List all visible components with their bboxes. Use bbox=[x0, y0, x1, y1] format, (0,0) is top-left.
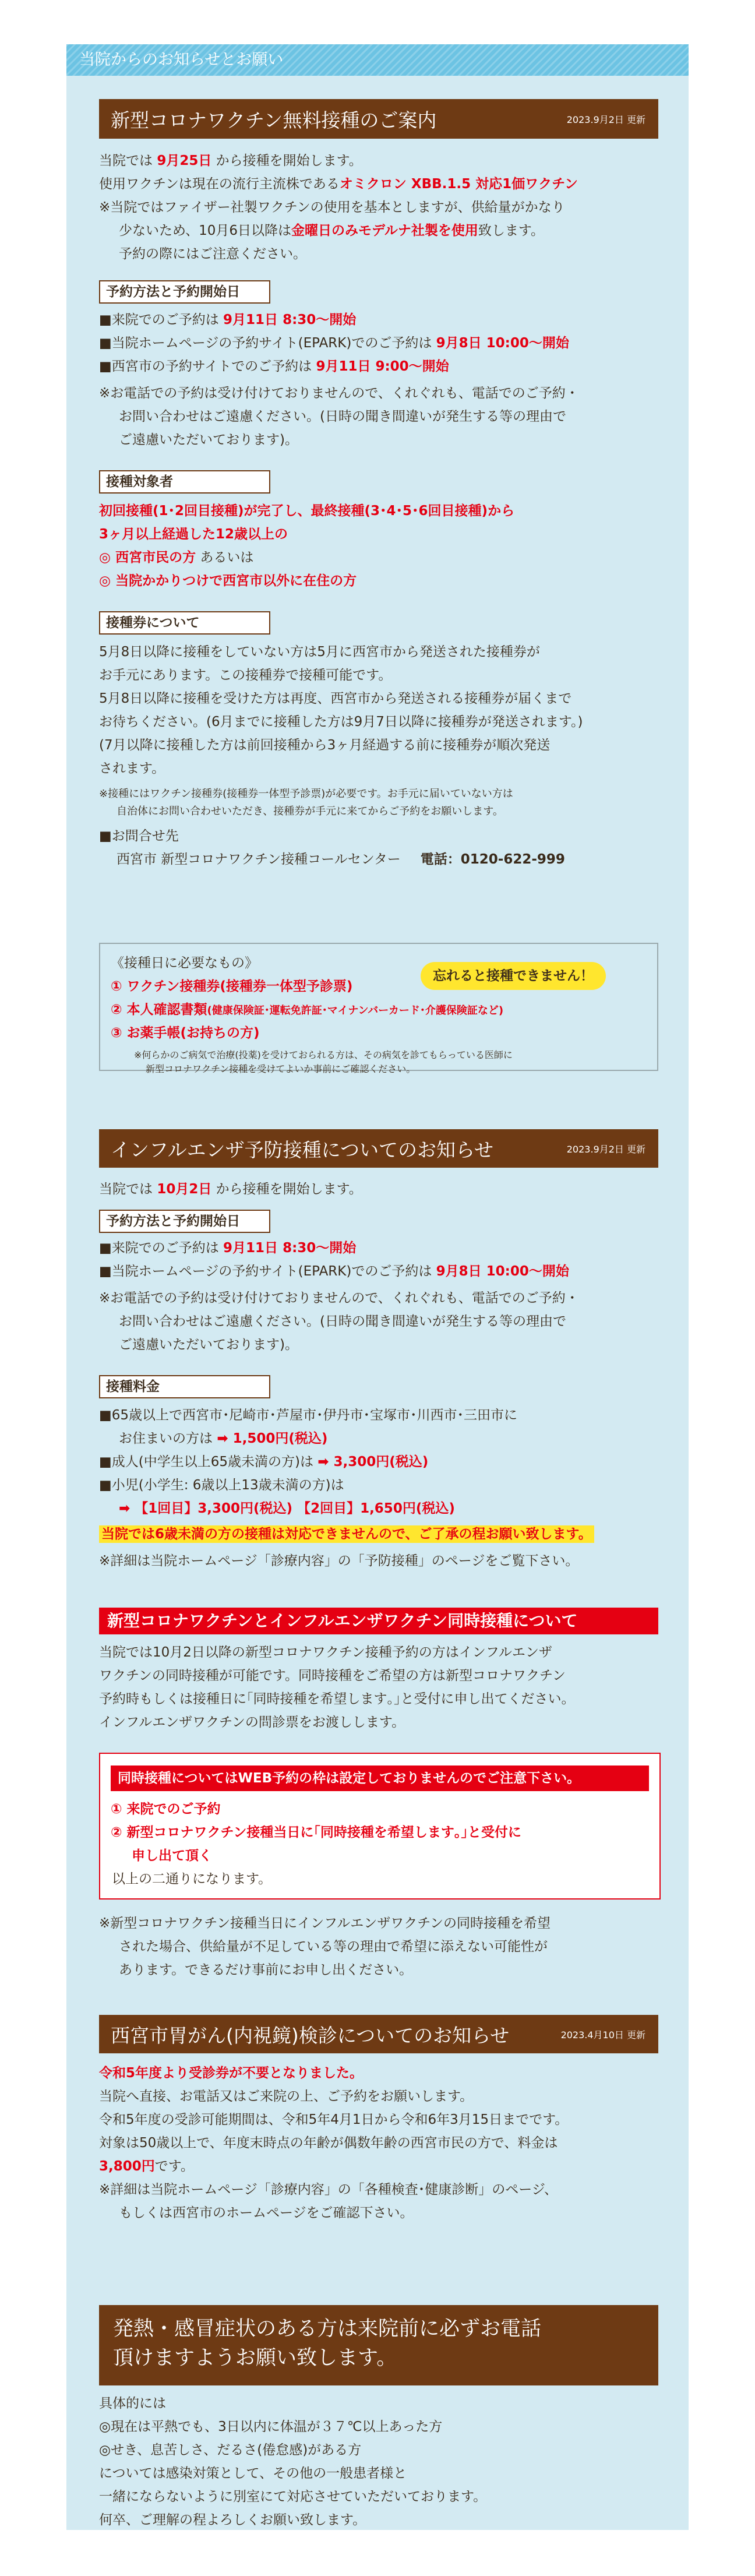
covid-method-3: ■西宮市の予約サイトでのご予約は 9月11日 9:00～開始 bbox=[99, 359, 449, 374]
flu-fee-4: ■小児(小学生: 6歳以上13歳未満の方)は bbox=[99, 1478, 344, 1493]
covid-target-3: ◎ 西宮市民の方 あるいは bbox=[99, 550, 254, 565]
gastro-line-6: ※詳細は当院ホームページ「診療内容」の「各種検査･健康診断」のページ、 bbox=[99, 2182, 558, 2197]
flu-fee-3: ■成人(中学生以上65歳未満の方)は ➡ 3,300円(税込) bbox=[99, 1454, 429, 1470]
required-item-2: ② 本人確認書類(健康保険証･運転免許証･マイナンバーカード･介護保険証など) bbox=[111, 1002, 504, 1017]
tag-flu-fee: 接種料金 bbox=[99, 1375, 270, 1398]
simul-box-title: 同時接種についてはWEB予約の枠は設定しておりませんのでご注意下さい。 bbox=[111, 1766, 649, 1791]
fever-title-2: 頂けますようお願い致します。 bbox=[113, 2346, 397, 2370]
gastro-title: 西宮市胃がん(内視鏡)検診についてのお知らせ bbox=[111, 2024, 510, 2047]
covid-ticket-6: されます。 bbox=[99, 761, 165, 776]
covid-phone-2: お問い合わせはご遠慮ください。(日時の聞き間違いが発生する等の理由で bbox=[119, 409, 566, 424]
simul-box-4: 以上の二通りになります。 bbox=[112, 1872, 272, 1887]
gastro-line-4: 対象は50歳以上で、年度末時点の年齢が偶数年齢の西宮市民の方で、料金は bbox=[99, 2135, 558, 2151]
flu-method-1: ■来院でのご予約は 9月11日 8:30～開始 bbox=[99, 1241, 357, 1256]
notice-panel bbox=[66, 44, 689, 2530]
fever-header bbox=[99, 2305, 658, 2385]
covid-ticket-2: お手元にあります。この接種券で接種可能です。 bbox=[99, 668, 392, 683]
tag-flu-method: 予約方法と予約開始日 bbox=[99, 1210, 270, 1233]
fever-line-5: 一緒にならないように別室にて対応させていただいております。 bbox=[99, 2489, 487, 2504]
covid-inquiry: 西宮市 新型コロナワクチン接種コールセンター 電話：0120-622-999 bbox=[117, 852, 565, 867]
covid-target-1: 初回接種(1･2回目接種)が完了し、最終接種(3･4･5･6回目接種)から bbox=[99, 503, 515, 519]
covid-date: 2023.9月2日 更新 bbox=[566, 114, 645, 125]
flu-fee-2: お住まいの方は ➡ 1,500円(税込) bbox=[119, 1431, 328, 1446]
flu-detail: ※詳細は当院ホームページ「診療内容」の「予防接種」のページをご覧下さい。 bbox=[99, 1553, 579, 1569]
required-items-note-1: ※何らかのご病気で治療(投薬)を受けておられる方は、その病気を診てもらっている医師に bbox=[134, 1049, 513, 1060]
fever-line-6: 何卒、ご理解の程よろしくお願い致します。 bbox=[99, 2512, 366, 2528]
required-items-title: 《接種日に必要なもの》 bbox=[111, 956, 258, 971]
required-item-1: ① ワクチン接種券(接種券一体型予診票) bbox=[111, 979, 353, 994]
simul-p4: インフルエンザワクチンの問診票をお渡しします。 bbox=[99, 1715, 405, 1730]
covid-ticket-4: お待ちください。(6月までに接種した方は9月7日以降に接種券が発送されます。) bbox=[99, 714, 583, 730]
covid-phone-1: ※お電話での予約は受け付けておりませんので、くれぐれも、電話でのご予約・ bbox=[99, 386, 579, 401]
covid-intro-1: 当院では 9月25日 から接種を開始します。 bbox=[99, 153, 362, 168]
covid-note-3: 予約の際にはご注意ください。 bbox=[119, 246, 306, 262]
covid-note-1: ※当院ではファイザー社製ワクチンの使用を基本としますが、供給量がかなり bbox=[99, 200, 565, 215]
flu-phone-1: ※お電話での予約は受け付けておりませんので、くれぐれも、電話でのご予約・ bbox=[99, 1291, 579, 1306]
flu-intro: 当院では 10月2日 から接種を開始します。 bbox=[99, 1182, 362, 1197]
fever-line-4: については感染対策として、その他の一般患者様と bbox=[99, 2466, 407, 2481]
gastro-line-1: 令和5年度より受診券が不要となりました。 bbox=[99, 2066, 364, 2081]
flu-phone-3: ご遠慮いただいております)。 bbox=[119, 1337, 298, 1352]
simul-p2: ワクチンの同時接種が可能です。同時接種をご希望の方は新型コロナワクチン bbox=[99, 1668, 566, 1683]
simul-note-1: ※新型コロナワクチン接種当日にインフルエンザワクチンの同時接種を希望 bbox=[99, 1916, 551, 1931]
gastro-line-7: もしくは西宮市のホームページをご確認下さい。 bbox=[119, 2205, 414, 2221]
fever-line-3: ◎せき、息苦しさ、だるさ(倦怠感)がある方 bbox=[99, 2443, 362, 2458]
covid-header bbox=[99, 99, 658, 139]
simul-note-3: あります。できるだけ事前にお申し出ください。 bbox=[119, 1962, 413, 1978]
simul-box-2: ② 新型コロナワクチン接種当日に｢同時接種を希望します｡｣と受付に bbox=[111, 1825, 521, 1840]
simul-note-2: された場合、供給量が不足している等の理由で希望に添えない可能性が bbox=[119, 1939, 548, 1954]
tag-covid-target: 接種対象者 bbox=[99, 470, 270, 494]
gastro-line-5: 3,800円です。 bbox=[99, 2159, 194, 2174]
gastro-line-2: 当院へ直接、お電話又はご来院の上、ご予約をお願いします。 bbox=[99, 2089, 474, 2104]
covid-title: 新型コロナワクチン無料接種のご案内 bbox=[111, 108, 437, 132]
fever-line-2: ◎現在は平熱でも、3日以内に体温が３７℃以上あった方 bbox=[99, 2419, 443, 2434]
flu-fee-1: ■65歳以上で西宮市･尼崎市･芦屋市･伊丹市･宝塚市･川西市･三田市に bbox=[99, 1408, 517, 1423]
covid-ticket-3: 5月8日以降に接種を受けた方は再度、西宮市から発送される接種券が届くまで bbox=[99, 691, 572, 706]
tag-covid-method: 予約方法と予約開始日 bbox=[99, 280, 270, 304]
required-items-badge: 忘れると接種できません！ bbox=[421, 962, 606, 990]
covid-note-2: 少ないため、10月6日以降は金曜日のみモデルナ社製を使用致します。 bbox=[119, 223, 545, 238]
flu-under6-notice: 当院では6歳未満の方の接種は対応できませんので、ご了承の程お願い致します。 bbox=[99, 1525, 594, 1543]
simul-p1: 当院では10月2日以降の新型コロナワクチン接種予約の方はインフルエンザ bbox=[99, 1645, 552, 1660]
simul-header: 新型コロナワクチンとインフルエンザワクチン同時接種について bbox=[99, 1608, 658, 1634]
gastro-date: 2023.4月10日 更新 bbox=[560, 2029, 645, 2041]
simul-box-1: ① 来院でのご予約 bbox=[111, 1802, 221, 1817]
covid-ticket-8: 自治体にお問い合わせいただき、接種券が手元に来てからご予約をお願いします。 bbox=[117, 805, 503, 817]
gastro-header bbox=[99, 2015, 658, 2053]
covid-intro-2: 使用ワクチンは現在の流行主流株であるオミクロン XBB.1.5 対応1価ワクチン bbox=[99, 177, 578, 192]
covid-ticket-5: (7月以降に接種した方は前回接種から3ヶ月経過する前に接種券が順次発送 bbox=[99, 738, 551, 753]
required-items-note-2: 新型コロナワクチン接種を受けてよいか事前にご確認ください。 bbox=[146, 1063, 416, 1074]
covid-target-2: 3ヶ月以上経過した12歳以上の bbox=[99, 527, 288, 542]
flu-fee-5: ➡ 【1回目】3,300円(税込) 【2回目】1,650円(税込) bbox=[119, 1501, 455, 1516]
covid-ticket-7: ※接種にはワクチン接種券(接種券一体型予診票)が必要です。お手元に届いていない方は bbox=[99, 788, 513, 800]
covid-inquiry-phone: 電話：0120-622-999 bbox=[420, 852, 565, 867]
covid-method-1: ■来院でのご予約は 9月11日 8:30～開始 bbox=[99, 312, 357, 327]
tag-covid-ticket: 接種券について bbox=[99, 611, 270, 635]
covid-method-2: ■当院ホームページの予約サイト(EPARK)でのご予約は 9月8日 10:00～開始 bbox=[99, 336, 569, 351]
simul-p3: 予約時もしくは接種日に｢同時接種を希望します｡｣と受付に申し出てください。 bbox=[99, 1692, 575, 1707]
flu-method-2: ■当院ホームページの予約サイト(EPARK)でのご予約は 9月8日 10:00～開始 bbox=[99, 1264, 569, 1279]
gastro-line-3: 令和5年度の受診可能期間は、令和5年4月1日から令和6年3月15日までです。 bbox=[99, 2112, 569, 2127]
covid-ticket-1: 5月8日以降に接種をしていない方は5月に西宮市から発送された接種券が bbox=[99, 644, 540, 660]
covid-phone-3: ご遠慮いただいております)。 bbox=[119, 432, 298, 447]
fever-line-1: 具体的には bbox=[99, 2396, 166, 2411]
flu-date: 2023.9月2日 更新 bbox=[566, 1143, 645, 1155]
flu-title: インフルエンザ予防接種についてのお知らせ bbox=[111, 1138, 494, 1161]
covid-inquiry-label: ■お問合せ先 bbox=[99, 829, 179, 844]
notice-banner: 当院からのお知らせとお願い bbox=[66, 44, 689, 76]
fever-title-1: 発熱・感冒症状のある方は来院前に必ずお電話 bbox=[113, 2317, 542, 2341]
covid-target-4: ◎ 当院かかりつけで西宮市以外に在住の方 bbox=[99, 573, 357, 589]
simul-box-3: 申し出て頂く bbox=[132, 1848, 212, 1863]
flu-header bbox=[99, 1129, 658, 1168]
flu-phone-2: お問い合わせはご遠慮ください。(日時の聞き間違いが発生する等の理由で bbox=[119, 1314, 566, 1329]
required-item-3: ③ お薬手帳(お持ちの方) bbox=[111, 1026, 260, 1041]
